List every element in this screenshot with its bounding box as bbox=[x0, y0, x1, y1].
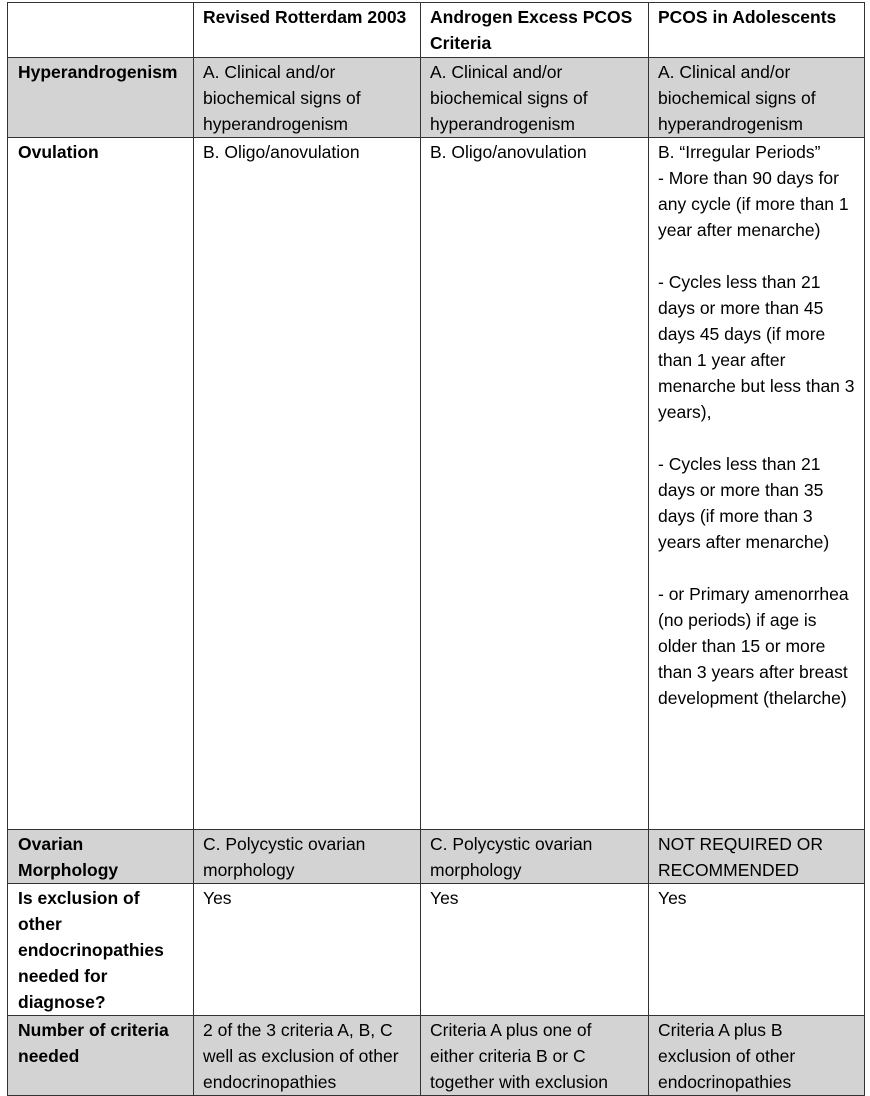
row-hyperandrogenism bbox=[8, 58, 865, 138]
cell-adolescents-number-of-criteria: Criteria A plus B exclusion of other endocrinopathies bbox=[649, 1016, 865, 1096]
cell-adolescents-ovarian-morphology: NOT REQUIRED OR RECOMMENDED bbox=[649, 830, 865, 884]
cell-androgen-excess-number-of-criteria: Criteria A plus one of either criteria B or C together with exclusion bbox=[421, 1016, 649, 1096]
header-row bbox=[8, 3, 865, 58]
cell-androgen-excess-exclusion-needed: Yes bbox=[421, 884, 649, 1016]
cell-rotterdam-ovulation: B. Oligo/anovulation bbox=[194, 138, 421, 830]
pcos-criteria-table bbox=[7, 2, 865, 1096]
row-label-exclusion-needed: Is exclusion of other endocrinopathies needed for diagnose? bbox=[8, 884, 194, 1016]
cell-rotterdam-hyperandrogenism: A. Clinical and/or biochemical signs of hyperandrogenism bbox=[194, 58, 421, 138]
header-revised-rotterdam: Revised Rotterdam 2003 bbox=[194, 3, 421, 58]
row-label-ovulation: Ovulation bbox=[8, 138, 194, 830]
row-exclusion-needed bbox=[8, 884, 865, 1016]
header-androgen-excess: Androgen Excess PCOS Criteria bbox=[421, 3, 649, 58]
row-label-ovarian-morphology: Ovarian Morphology bbox=[8, 830, 194, 884]
cell-rotterdam-exclusion-needed: Yes bbox=[194, 884, 421, 1016]
header-corner-cell bbox=[8, 3, 194, 58]
row-number-of-criteria bbox=[8, 1016, 865, 1096]
header-pcos-adolescents: PCOS in Adolescents bbox=[649, 3, 865, 58]
row-label-number-of-criteria: Number of criteria needed bbox=[8, 1016, 194, 1096]
cell-adolescents-exclusion-needed: Yes bbox=[649, 884, 865, 1016]
row-label-hyperandrogenism: Hyperandrogenism bbox=[8, 58, 194, 138]
cell-androgen-excess-hyperandrogenism: A. Clinical and/or biochemical signs of hyperandrogenism bbox=[421, 58, 649, 138]
cell-rotterdam-number-of-criteria: 2 of the 3 criteria A, B, C well as exclusion of other endocrinopathies bbox=[194, 1016, 421, 1096]
cell-adolescents-ovulation: B. “Irregular Periods” - More than 90 days for any cycle (if more than 1 year after menarche) - Cycles less than 21 days or more than 45 days 45 days (if more than 1 year after menarche but less than 3 years), - Cycles less than 21 days or more than 35 days (if more than 3 years after menarche) - or Primary amenorrhea (no periods) if age is older than 15 or more than 3 years after breast development (thelarche) bbox=[649, 138, 865, 830]
row-ovarian-morphology bbox=[8, 830, 865, 884]
cell-rotterdam-ovarian-morphology: C. Polycystic ovarian morphology bbox=[194, 830, 421, 884]
cell-androgen-excess-ovulation: B. Oligo/anovulation bbox=[421, 138, 649, 830]
cell-androgen-excess-ovarian-morphology: C. Polycystic ovarian morphology bbox=[421, 830, 649, 884]
cell-adolescents-hyperandrogenism: A. Clinical and/or biochemical signs of hyperandrogenism bbox=[649, 58, 865, 138]
row-ovulation bbox=[8, 138, 865, 830]
